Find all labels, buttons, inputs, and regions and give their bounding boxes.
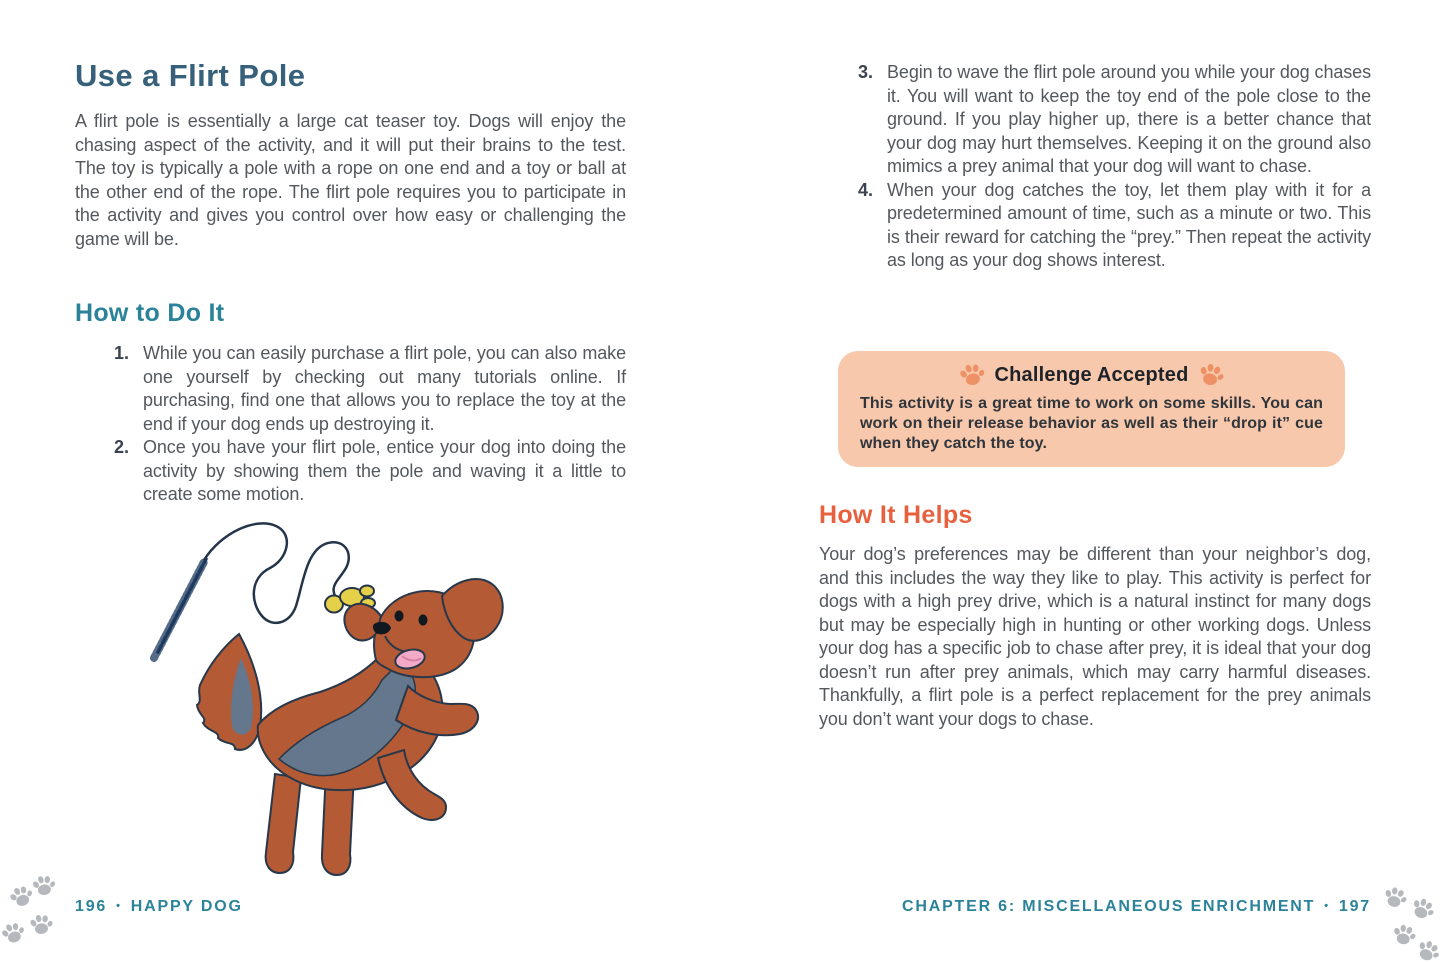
steps-list-left xyxy=(75,342,626,507)
step-number: 2. xyxy=(114,437,130,457)
step-item-1 xyxy=(75,342,626,436)
step-number: 3. xyxy=(858,62,874,82)
paw-prints-decoration-bottom-left xyxy=(0,875,80,963)
step-number: 1. xyxy=(114,343,130,363)
footer-right xyxy=(902,898,1371,916)
step-item-4 xyxy=(819,179,1371,273)
separator-dot: • xyxy=(116,900,122,912)
step-number: 4. xyxy=(858,179,874,200)
page-title xyxy=(75,58,305,94)
paw-print-icon xyxy=(1198,363,1224,387)
step-text: Once you have your flirt pole, entice your dog into doing the activity by showing them the pole and waving it a little to create some motion. xyxy=(143,437,626,504)
paw-prints-decoration-bottom-right xyxy=(1378,878,1445,963)
section-heading-how-it-helps: How It Helps xyxy=(819,501,973,529)
dog-flirt-pole-illustration xyxy=(138,512,568,912)
challenge-box-title: Challenge Accepted xyxy=(994,363,1189,386)
challenge-title-row xyxy=(858,363,1325,387)
flirt-pole xyxy=(154,559,206,658)
dog xyxy=(197,579,503,875)
challenge-accepted-box xyxy=(838,351,1345,467)
page-number: 196 xyxy=(75,898,108,915)
helps-paragraph: Your dog’s preferences may be different than your neighbor’s dog, and this includes the way they like to play. This activity is perfect for dogs with a high prey drive, which is a natural instinct for many dogs but may be especially high in hunting or other working dogs. Unless your dog has a specific job to chase after prey, it is ideal that your dog doesn’t run after prey animals, which may carry harmful diseases. Thankfully, a flirt pole is a perfect replacement for the prey animals you don’t want your dogs to chase. xyxy=(819,544,1371,729)
page-number: 197 xyxy=(1338,898,1371,915)
paw-print-icon xyxy=(959,363,985,387)
step-item-2 xyxy=(75,436,626,507)
separator-dot: • xyxy=(1324,900,1330,912)
step-text: Begin to wave the flirt pole around you while your dog chases it. You will want to keep the toy end of the pole close to the ground. If you play higher up, there is a better chance that your dog may hurt themselves. Keeping it on the ground also mimics a prey animal that your dog will want to chase. xyxy=(887,62,1371,176)
steps-list-right xyxy=(819,61,1371,273)
step-text: When your dog catches the toy, let them play with it for a predetermined amount of time, such as a minute or two. This is their reward for catching the “prey.” Then repeat the activity as long as your dog shows interest. xyxy=(887,179,1371,270)
step-text: While you can easily purchase a flirt pole, you can also make one yourself by checking out many tutorials online. If purchasing, find one that allows you to replace the toy at the end if your dog ends up destroying it. xyxy=(143,343,626,434)
chapter-title: CHAPTER 6: MISCELLANEOUS ENRICHMENT xyxy=(902,898,1316,915)
step-item-3 xyxy=(819,61,1371,179)
section-heading-how-to-do-it: How to Do It xyxy=(75,299,225,327)
challenge-box-body: This activity is a great time to work on some skills. You can work on their release behavior as well as their “drop it” cue when they catch the toy. xyxy=(860,395,1323,452)
intro-paragraph: A flirt pole is essentially a large cat teaser toy. Dogs will enjoy the chasing aspect of the activity, and it will put their brains to the test. The toy is typically a pole with a rope on one end and a toy or ball at the other end of the rope. The flirt pole requires you to participate in the activity and gives you control over how easy or challenging the game will be. xyxy=(75,111,626,249)
book-title: HAPPY DOG xyxy=(130,898,243,915)
footer-left xyxy=(75,898,243,916)
page-title-text: Use a Flirt Pole xyxy=(75,58,306,93)
